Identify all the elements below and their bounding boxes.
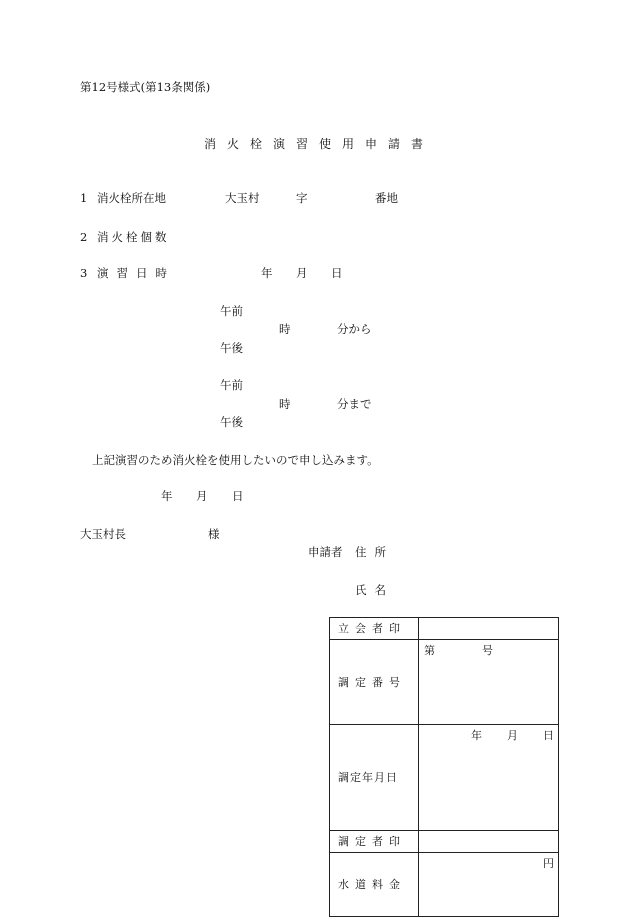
item3-day: 日 xyxy=(331,266,343,280)
time-from-hour: 時 xyxy=(279,322,291,336)
assessment-date-day: 日 xyxy=(543,729,554,742)
item3-number: 3 xyxy=(80,266,88,280)
time-to-minute: 分まで xyxy=(337,397,372,411)
time-from-minute: 分から xyxy=(337,322,372,336)
item1-banchi: 番地 xyxy=(375,191,398,205)
item2-label: 消火栓個数 xyxy=(97,230,170,244)
water-fee-label: 水道料金 xyxy=(330,853,419,917)
item3-label: 演習日時 xyxy=(97,266,175,280)
assessment-number-label: 調定番号 xyxy=(330,640,419,725)
table-row xyxy=(330,853,559,917)
table-row xyxy=(330,640,559,725)
assessment-number-cell xyxy=(419,640,559,725)
addressee-honorific: 様 xyxy=(208,527,220,541)
document-title: 消火栓演習使用申請書 xyxy=(204,137,435,151)
date-day: 日 xyxy=(232,489,244,503)
item1-number: 1 xyxy=(80,191,88,205)
item3-month: 月 xyxy=(296,266,308,280)
applicant-label: 申請者 xyxy=(308,545,343,559)
assessment-date-year: 年 xyxy=(471,729,482,742)
applicant-name-label: 氏名 xyxy=(355,583,394,597)
item3-year: 年 xyxy=(261,266,273,280)
witness-seal-label: 立会者印 xyxy=(330,618,419,640)
time-from-am: 午前 xyxy=(220,304,243,318)
item1-aza: 字 xyxy=(296,191,308,205)
time-to-am: 午前 xyxy=(220,378,243,392)
assessment-number-prefix: 第 xyxy=(424,644,435,657)
item2-number: 2 xyxy=(80,230,88,244)
date-month: 月 xyxy=(196,489,208,503)
water-fee-unit: 円 xyxy=(543,857,554,870)
time-from-pm: 午後 xyxy=(220,341,243,355)
date-year: 年 xyxy=(161,489,173,503)
assessor-seal-cell xyxy=(419,831,559,853)
time-to-hour: 時 xyxy=(279,397,291,411)
witness-seal-cell xyxy=(419,618,559,640)
item1-village: 大玉村 xyxy=(225,191,260,205)
table-row xyxy=(330,725,559,831)
assessment-date-month: 月 xyxy=(507,729,518,742)
assessment-number-suffix: 号 xyxy=(482,644,493,657)
water-fee-cell xyxy=(419,853,559,917)
table-row xyxy=(330,618,559,640)
office-use-table xyxy=(329,617,559,917)
applicant-address-label: 住所 xyxy=(355,545,394,559)
assessment-date-label: 調定年月日 xyxy=(330,725,419,831)
assessor-seal-label: 調定者印 xyxy=(330,831,419,853)
form-number: 第12号様式(第13条関係) xyxy=(80,80,211,94)
time-to-pm: 午後 xyxy=(220,415,243,429)
table-row xyxy=(330,831,559,853)
addressee-name: 大玉村長 xyxy=(80,527,126,541)
application-statement: 上記演習のため消火栓を使用したいので申し込みます。 xyxy=(92,453,379,467)
item1-label: 消火栓所在地 xyxy=(97,191,166,205)
assessment-date-cell xyxy=(419,725,559,831)
